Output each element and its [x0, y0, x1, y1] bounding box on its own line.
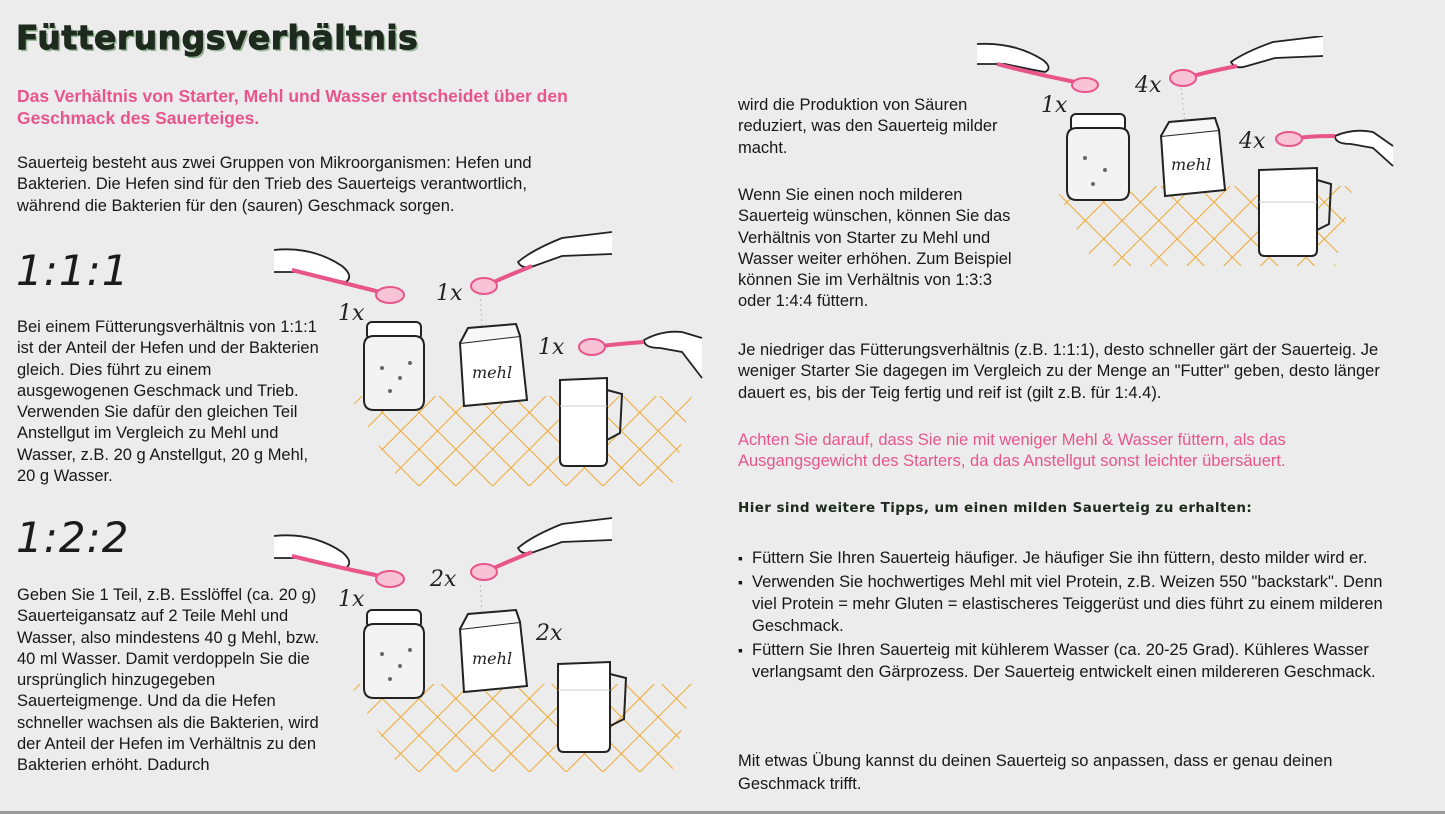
tip-text: Füttern Sie Ihren Sauerteig häufiger. Je häufiger Sie ihn füttern, desto milder wird er.: [752, 549, 1368, 567]
subtitle: Das Verhältnis von Starter, Mehl und Wasser entscheidet über den Geschmack des Sauerteiges.: [17, 86, 568, 128]
tip-text: Füttern Sie Ihren Sauerteig mit kühlerem Wasser (ca. 20-25 Grad). Kühleres Wasser verlangsamt den Gärprozess. Der Sauerteig entwickelt einen mildereren Geschmack.: [752, 641, 1376, 681]
hand-spoon-icon: [471, 518, 612, 614]
quantity-label-flour: 2x: [430, 567, 457, 592]
flour-bag-icon: [460, 324, 527, 406]
continued-paragraph: wird die Produktion von Säuren reduziert, was den Sauerteig milder macht.: [738, 96, 998, 157]
list-item: [738, 547, 1403, 569]
hand-spoon-icon: [471, 232, 612, 328]
quantity-label-water: 4x: [1239, 129, 1266, 154]
ratio-1-1-1-text: Bei einem Fütterungsverhältnis von 1:1:1 ist der Anteil der Hefen und der Bakterien gleich. Dies führt zu einem ausgewogenen Geschmack und Trieb. Verwenden Sie dafür den gleichen Teil Anstellgut im Vergleich zu Mehl und Wasser, z.B. 20 g Anstellgut, 20 g Mehl, 20 g Wasser.: [17, 318, 319, 486]
illustration-1-2-2: [272, 514, 712, 776]
tips-heading: Hier sind weitere Tipps, um einen milden Sauerteig zu erhalten:: [738, 500, 1253, 516]
bullet-icon: ▪: [738, 550, 743, 566]
bag-label: mehl: [472, 649, 513, 668]
quantity-label-starter: 1x: [338, 301, 365, 326]
hand-spoon-icon: [274, 535, 404, 587]
quantity-label-starter: 1x: [338, 587, 365, 612]
quantity-label-flour: 1x: [436, 281, 463, 306]
milder-paragraph: Wenn Sie einen noch milderen Sauerteig wünschen, können Sie das Verhältnis von Starter zu Mehl und Wasser weiter erhöhen. Zum Beispiel können Sie im Verhältnis von 1:3:3 oder 1:4:4 füttern.: [738, 186, 1012, 311]
warning-paragraph: Achten Sie darauf, dass Sie nie mit weniger Mehl & Wasser füttern, als das Ausgangsgewicht des Starters, da das Anstellgut sonst leichter übersäuert.: [738, 431, 1286, 471]
bag-label: mehl: [1171, 155, 1212, 174]
illustration-1-4-4: [975, 36, 1395, 268]
hand-spoon-icon: [977, 44, 1098, 92]
tips-list: [738, 547, 1403, 685]
hand-spoon-icon: [579, 332, 702, 378]
list-item: [738, 639, 1403, 683]
ratio-heading-1-2-2: 1:2:2: [16, 513, 130, 562]
ratio-1-2-2-text: Geben Sie 1 Teil, z.B. Esslöffel (ca. 20 g) Sauerteigansatz auf 2 Teile Mehl und Wasser, also mindestens 40 g Mehl, bzw. 40 ml Wasser. Damit verdoppeln Sie die ursprünglich hinzugegeben Sauerteigmenge. Und da die Hefen schneller wachsen als die Bakterien, wird der Anteil der Hefen im Verhältnis zu den Bakterien erhöht. Dadurch: [17, 586, 320, 775]
starter-jar-icon: [1067, 114, 1129, 200]
illustration-1-1-1: [272, 228, 712, 490]
closing-paragraph: Mit etwas Übung kannst du deinen Sauerteig so anpassen, dass er genau deinen Geschmack trifft.: [738, 752, 1333, 793]
list-item: [738, 571, 1403, 637]
tip-text: Verwenden Sie hochwertiges Mehl mit viel Protein, z.B. Weizen 550 "backstark". Denn viel Protein = mehr Gluten = elastischeres Teiggerüst und dies führt zu einem milderen Geschmack.: [752, 573, 1383, 635]
hand-spoon-icon: [1170, 36, 1323, 120]
lower-ratio-paragraph: Je niedriger das Fütterungsverhältnis (z.B. 1:1:1), desto schneller gärt der Sauerteig. Je weniger Starter Sie dagegen im Vergleich zu der Menge an "Futter" geben, desto länger dauert es, bis der Teig fertig und reif ist (gilt z.B. für 1:4.4).: [738, 341, 1380, 402]
intro-paragraph: Sauerteig besteht aus zwei Gruppen von Mikroorganismen: Hefen und Bakterien. Die Hefen sind für den Trieb des Sauerteigs verantwortlich, während die Bakterien für den (sauren) Geschmack sorgen.: [17, 154, 532, 215]
bag-label: mehl: [472, 363, 513, 382]
quantity-label-water: 1x: [538, 335, 565, 360]
starter-jar-icon: [364, 322, 424, 410]
flour-bag-icon: [460, 610, 527, 692]
bullet-icon: ▪: [738, 574, 743, 590]
flour-bag-icon: [1161, 118, 1225, 196]
bullet-icon: ▪: [738, 642, 743, 658]
starter-jar-icon: [364, 610, 424, 698]
hand-spoon-icon: [1276, 131, 1393, 166]
ratio-heading-1-1-1: 1:1:1: [16, 246, 130, 295]
hand-spoon-icon: [274, 249, 404, 303]
page-title: Fütterungsverhältnis: [16, 18, 419, 57]
quantity-label-water: 2x: [536, 621, 563, 646]
quantity-label-starter: 1x: [1041, 93, 1068, 118]
quantity-label-flour: 4x: [1135, 73, 1162, 98]
